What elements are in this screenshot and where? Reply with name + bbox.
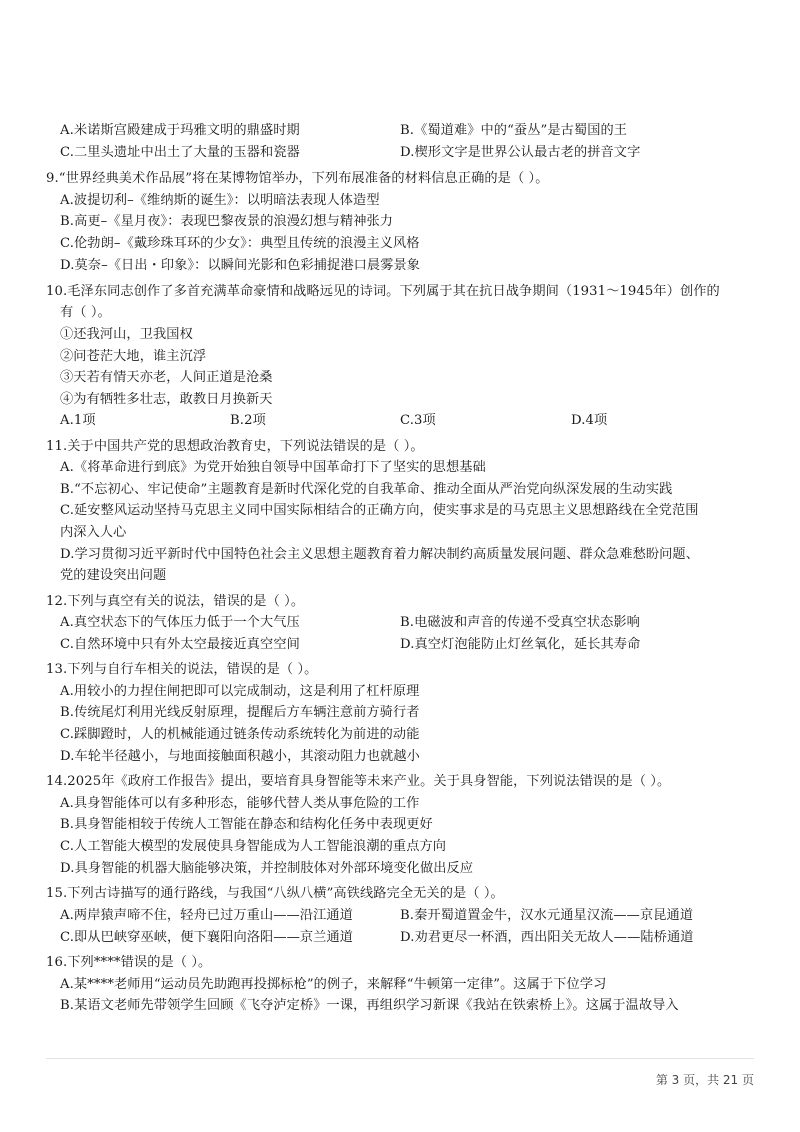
q8-option-c: C.二里头遗址中出土了大量的玉器和瓷器 bbox=[60, 145, 300, 160]
q8-option-b: B.《蜀道难》中的“蚕丛”是古蜀国的王 bbox=[400, 123, 628, 138]
footer-divider bbox=[46, 1058, 754, 1059]
q15-option-d: D.劝君更尽一杯酒，西出阳关无故人——陆桥通道 bbox=[400, 930, 694, 945]
q11-option-c-line1: C.延安整风运动坚持马克思主义同中国实际相结合的正确方向，使实事求是的马克思主义思想路线在全党范围 bbox=[60, 503, 699, 518]
q14-option-d: D.具身智能的机器大脑能够决策，并控制肢体对外部环境变化做出反应 bbox=[60, 861, 474, 876]
q11-option-a: A.《将革命进行到底》为党开始独自领导中国革命打下了坚实的思想基础 bbox=[60, 460, 486, 475]
q13-option-b: B.传统尾灯利用光线反射原理，提醒后方车辆注意前方骑行者 bbox=[60, 705, 420, 720]
q12-stem: 12.下列与真空有关的说法，错误的是（ ）。 bbox=[46, 594, 305, 609]
q15-option-a: A.两岸猿声啼不住，轻舟已过万重山——沿江通道 bbox=[60, 908, 353, 923]
q13-stem: 13.下列与自行车相关的说法，错误的是（ ）。 bbox=[46, 662, 318, 677]
q14-option-c: C.人工智能大模型的发展使具身智能成为人工智能浪潮的重点方向 bbox=[60, 839, 447, 854]
q10-item-2: ②问苍茫大地，谁主沉浮 bbox=[60, 349, 207, 364]
q10-option-b: B.2项 bbox=[230, 413, 266, 428]
q16-option-a: A.某****老师用“运动员先助跑再投掷标枪”的例子，来解释“牛顿第一定律”。这属于下位学习 bbox=[60, 977, 607, 992]
q10-item-1: ①还我河山，卫我国权 bbox=[60, 327, 193, 342]
q11-option-b: B.“不忘初心、牢记使命”主题教育是新时代深化党的自我革命、推动全面从严治党向纵深发展的生动实践 bbox=[60, 482, 673, 497]
q15-option-c: C.即从巴峡穿巫峡，便下襄阳向洛阳——京兰通道 bbox=[60, 930, 354, 945]
q12-option-d: D.真空灯泡能防止灯丝氧化，延长其寿命 bbox=[400, 637, 641, 652]
q15-option-b: B.秦开蜀道置金牛，汉水元通星汉流——京昆通道 bbox=[400, 908, 694, 923]
q9-option-d: D.莫奈–《日出・印象》：以瞬间光影和色彩捕捉港口晨雾景象 bbox=[60, 258, 421, 273]
q13-option-c: C.踩脚蹬时，人的机械能通过链条传动系统转化为前进的动能 bbox=[60, 727, 420, 742]
q11-option-c-line2: 内深入人心 bbox=[60, 525, 127, 540]
page-number: 第 3 页，共 21 页 bbox=[655, 1073, 754, 1087]
q9-option-a: A.波提切利–《维纳斯的诞生》：以明暗法表现人体造型 bbox=[60, 193, 380, 208]
q13-option-a: A.用较小的力捏住闸把即可以完成制动，这是利用了杠杆原理 bbox=[60, 684, 420, 699]
q15-stem: 15.下列古诗描写的通行路线，与我国“八纵八横”高铁线路完全无关的是（ ）。 bbox=[46, 886, 504, 901]
q13-option-d: D.车轮半径越小，与地面接触面积越小，其滚动阻力也就越小 bbox=[60, 749, 420, 764]
q10-option-a: A.1项 bbox=[60, 413, 96, 428]
q14-stem: 14.2025年《政府工作报告》提出，要培育具身智能等未来产业。关于具身智能，下列说法错误的是（ ）。 bbox=[46, 774, 671, 789]
q10-stem-line2: 有（ ）。 bbox=[60, 305, 111, 320]
q8-option-a: A.米诺斯宫殿建成于玛雅文明的鼎盛时期 bbox=[60, 123, 300, 138]
q10-item-3: ③天若有情天亦老，人间正道是沧桑 bbox=[60, 370, 273, 385]
q14-option-a: A.具身智能体可以有多种形态，能够代替人类从事危险的工作 bbox=[60, 796, 420, 811]
q9-option-c: C.伦勃朗–《戴珍珠耳环的少女》：典型且传统的浪漫主义风格 bbox=[60, 236, 420, 251]
q10-stem-line1: 10.毛泽东同志创作了多首充满革命豪情和战略远见的诗词。下列属于其在抗日战争期间（1931～1945年）创作的 bbox=[46, 284, 720, 299]
q11-option-d-line2: 党的建设突出问题 bbox=[60, 568, 167, 583]
q12-option-b: B.电磁波和声音的传递不受真空状态影响 bbox=[400, 615, 640, 630]
q10-option-d: D.4项 bbox=[571, 413, 608, 428]
q16-stem: 16.下列****错误的是（ ）。 bbox=[46, 955, 212, 970]
q11-option-d-line1: D.学习贯彻习近平新时代中国特色社会主义思想主题教育着力解决制约高质量发展问题、群众急难愁盼问题、 bbox=[60, 547, 700, 562]
q11-stem: 11.关于中国共产党的思想政治教育史，下列说法错误的是（ ）。 bbox=[46, 439, 424, 454]
q14-option-b: B.具身智能相较于传统人工智能在静态和结构化任务中表现更好 bbox=[60, 817, 433, 832]
q12-option-c: C.自然环境中只有外太空最接近真空空间 bbox=[60, 637, 300, 652]
q8-option-d: D.楔形文字是世界公认最古老的拼音文字 bbox=[400, 145, 641, 160]
q16-option-b: B.某语文老师先带领学生回顾《飞夺泸定桥》一课，再组织学习新课《我站在铁索桥上》。这属于温故导入 bbox=[60, 998, 679, 1013]
q12-option-a: A.真空状态下的气体压力低于一个大气压 bbox=[60, 615, 300, 630]
q10-option-c: C.3项 bbox=[400, 413, 436, 428]
q9-stem: 9.“世界经典美术作品展”将在某博物馆举办，下列布展准备的材料信息正确的是（ ）。 bbox=[46, 171, 549, 186]
q9-option-b: B.高更–《星月夜》：表现巴黎夜景的浪漫幻想与精神张力 bbox=[60, 214, 394, 229]
q10-item-4: ④为有牺牲多壮志，敢教日月换新天 bbox=[60, 392, 273, 407]
